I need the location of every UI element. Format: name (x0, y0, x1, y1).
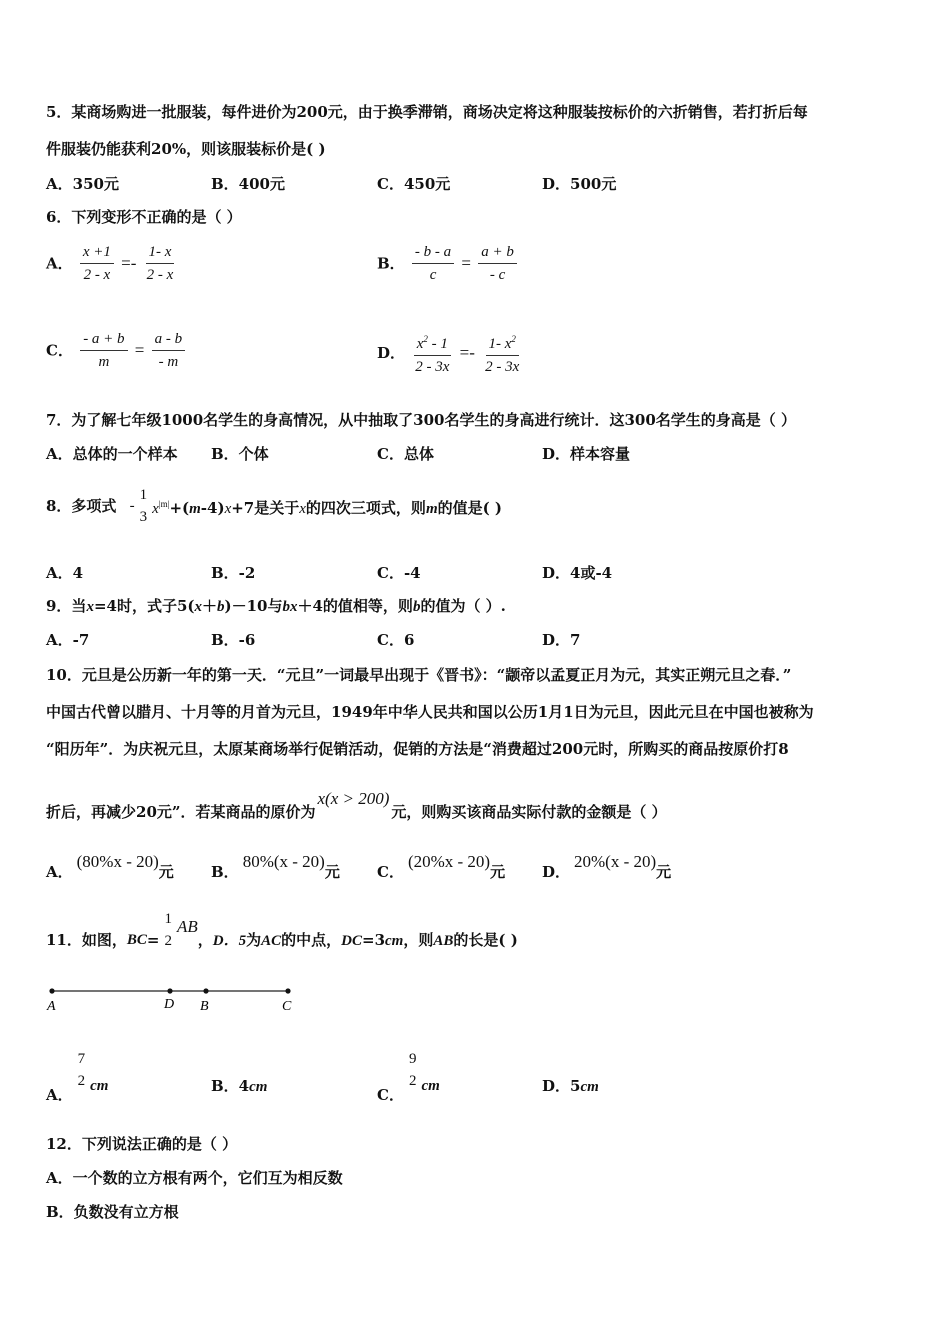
q8-frac: 1 3 (139, 487, 148, 525)
q11-option-c[interactable]: C． 9 2 cm (377, 1051, 440, 1104)
q12-stem: 12．下列说法正确的是（ ） (46, 1135, 238, 1153)
q7-stem: 7．为了解七年级1000名学生的身高情况，从中抽取了300名学生的身高进行统计．这300名学生的身高是（ ） (46, 411, 797, 429)
q6-d-label: D． (377, 344, 406, 362)
q6-option-d[interactable] (377, 330, 524, 376)
q12-option-a[interactable]: A．一个数的立方根有两个，它们互为相反数 (46, 1169, 343, 1187)
q10-option-c[interactable]: C．(20%x - 20)元 (377, 852, 506, 881)
q11-a-frac: 7 2 (77, 1051, 86, 1089)
q5-stem-line2: 件服装仍能获利20%，则该服装标价是( ) (46, 140, 326, 158)
q11-option-a[interactable]: A． 7 2 cm (46, 1051, 109, 1104)
q5-option-d[interactable]: D．500元 (542, 175, 617, 193)
label-b: B (200, 999, 209, 1014)
q11-c-frac: 9 2 (408, 1051, 417, 1089)
q9-option-c[interactable]: C．6 (377, 631, 415, 649)
q10-stem-line3: “阳历年”．为庆祝元旦，太原某商场举行促销活动，促销的方法是“消费超过200元时，所购买的商品按原价打8 (46, 740, 789, 758)
q6-b-frac2: $\frac{a + b}{- c}$ (478, 243, 517, 284)
point-d (167, 988, 172, 993)
q8-option-b[interactable]: B．-2 (211, 564, 256, 582)
q8-stem: 8．多项式 - 1 3 $x^{|m|}+(m-4)x+7$是关于x的四次三项式，则m的值是( ) (46, 487, 503, 525)
q11-frac: 1 2 (164, 911, 172, 949)
label-d: D (164, 997, 175, 1012)
q10-option-d[interactable]: D．20%(x - 20)元 (542, 852, 672, 881)
q6-b-eq: = (461, 253, 471, 273)
q5-stem-line1: 5．某商场购进一批服装，每件进价为200元，由于换季滞销，商场决定将这种服装按标价的六折销售，若打折后每 (46, 103, 808, 121)
point-b (203, 988, 208, 993)
q11-option-b[interactable]: B．4cm (211, 1077, 268, 1095)
q9-option-b[interactable]: B．-6 (211, 631, 256, 649)
q6-b-frac1: $\frac{- b - a}{c}$ (412, 243, 454, 284)
q6-c-eq: = (134, 340, 145, 360)
point-a (49, 988, 54, 993)
q5-option-c[interactable]: C．450元 (377, 175, 451, 193)
label-a: A (47, 999, 56, 1014)
q6-option-a[interactable] (46, 243, 178, 284)
q6-d-frac2: $\frac{1- x^2}{2 - 3x}$ (482, 330, 522, 376)
q8-option-c[interactable]: C．-4 (377, 564, 421, 582)
q6-option-b[interactable] (377, 243, 519, 284)
q6-b-label: B． (377, 254, 405, 273)
q12-option-b[interactable]: B．负数没有立方根 (46, 1203, 179, 1221)
q11-line-segment-figure (40, 980, 310, 1020)
q6-c-frac2: $\frac{a - b}{- m}$ (152, 330, 186, 371)
q9-stem: 9．当x=4时，式子5(x＋b)－10与bx＋4的值相等，则b的值为（ ）. (46, 597, 506, 615)
q10-option-a[interactable]: A．(80%x - 20)元 (46, 852, 174, 881)
q10-option-b[interactable]: B．80%(x - 20)元 (211, 852, 340, 881)
q6-a-frac2: $\frac{1- x}{2 - x}$ (146, 244, 174, 283)
q11-option-d[interactable]: D．5cm (542, 1077, 599, 1095)
q5-option-b[interactable]: B．400元 (211, 175, 285, 193)
q6-d-frac1: $\frac{x^2 - 1}{2 - 3x}$ (412, 330, 452, 376)
q6-c-frac1: $\frac{- a + b}{m}$ (80, 330, 127, 371)
q11-stem: 11．如图，BC= 1 2 AB，D．5为AC的中点，DC=3cm，则AB的长是( ) (46, 911, 518, 949)
q7-option-b[interactable]: B．个体 (211, 445, 269, 463)
q9-option-a[interactable]: A．-7 (46, 631, 90, 649)
q10-stem-line2: 中国古代曾以腊月、十月等的月首为元旦，1949年中华人民共和国以公历1月1日为元旦，因此元旦在中国也被称为 (46, 703, 814, 721)
q6-option-c[interactable] (46, 330, 187, 371)
q6-stem: 6．下列变形不正确的是（ ） (46, 208, 242, 226)
q10-stem-line1: 10．元旦是公历新一年的第一天．“元旦”一词最早出现于《晋书》：“颛帝以孟夏正月为元，其实正朔元旦之春．” (46, 666, 792, 684)
q6-a-frac1: $\frac{x +1}{2 - x}$ (80, 243, 114, 284)
point-c (285, 988, 290, 993)
q8-option-d[interactable]: D．4或-4 (542, 564, 613, 582)
q7-option-a[interactable]: A．总体的一个样本 (46, 445, 178, 463)
q6-a-label: A． (46, 254, 73, 273)
label-c: C (282, 999, 292, 1014)
q5-option-a[interactable]: A．350元 (46, 175, 119, 193)
q6-d-eq: =- (459, 343, 475, 362)
q7-option-d[interactable]: D．样本容量 (542, 445, 631, 463)
q9-option-d[interactable]: D．7 (542, 631, 581, 649)
q8-option-a[interactable]: A．4 (46, 564, 84, 582)
q6-c-label: C． (46, 341, 73, 360)
q10-stem-line4: 折后，再减少20元”．若某商品的原价为x(x > 200)元，则购买该商品实际付款的金额是（ ） (46, 789, 667, 821)
q10-condition: x(x > 200) (317, 789, 390, 808)
q7-option-c[interactable]: C．总体 (377, 445, 434, 463)
q6-a-eq: =- (121, 253, 137, 273)
